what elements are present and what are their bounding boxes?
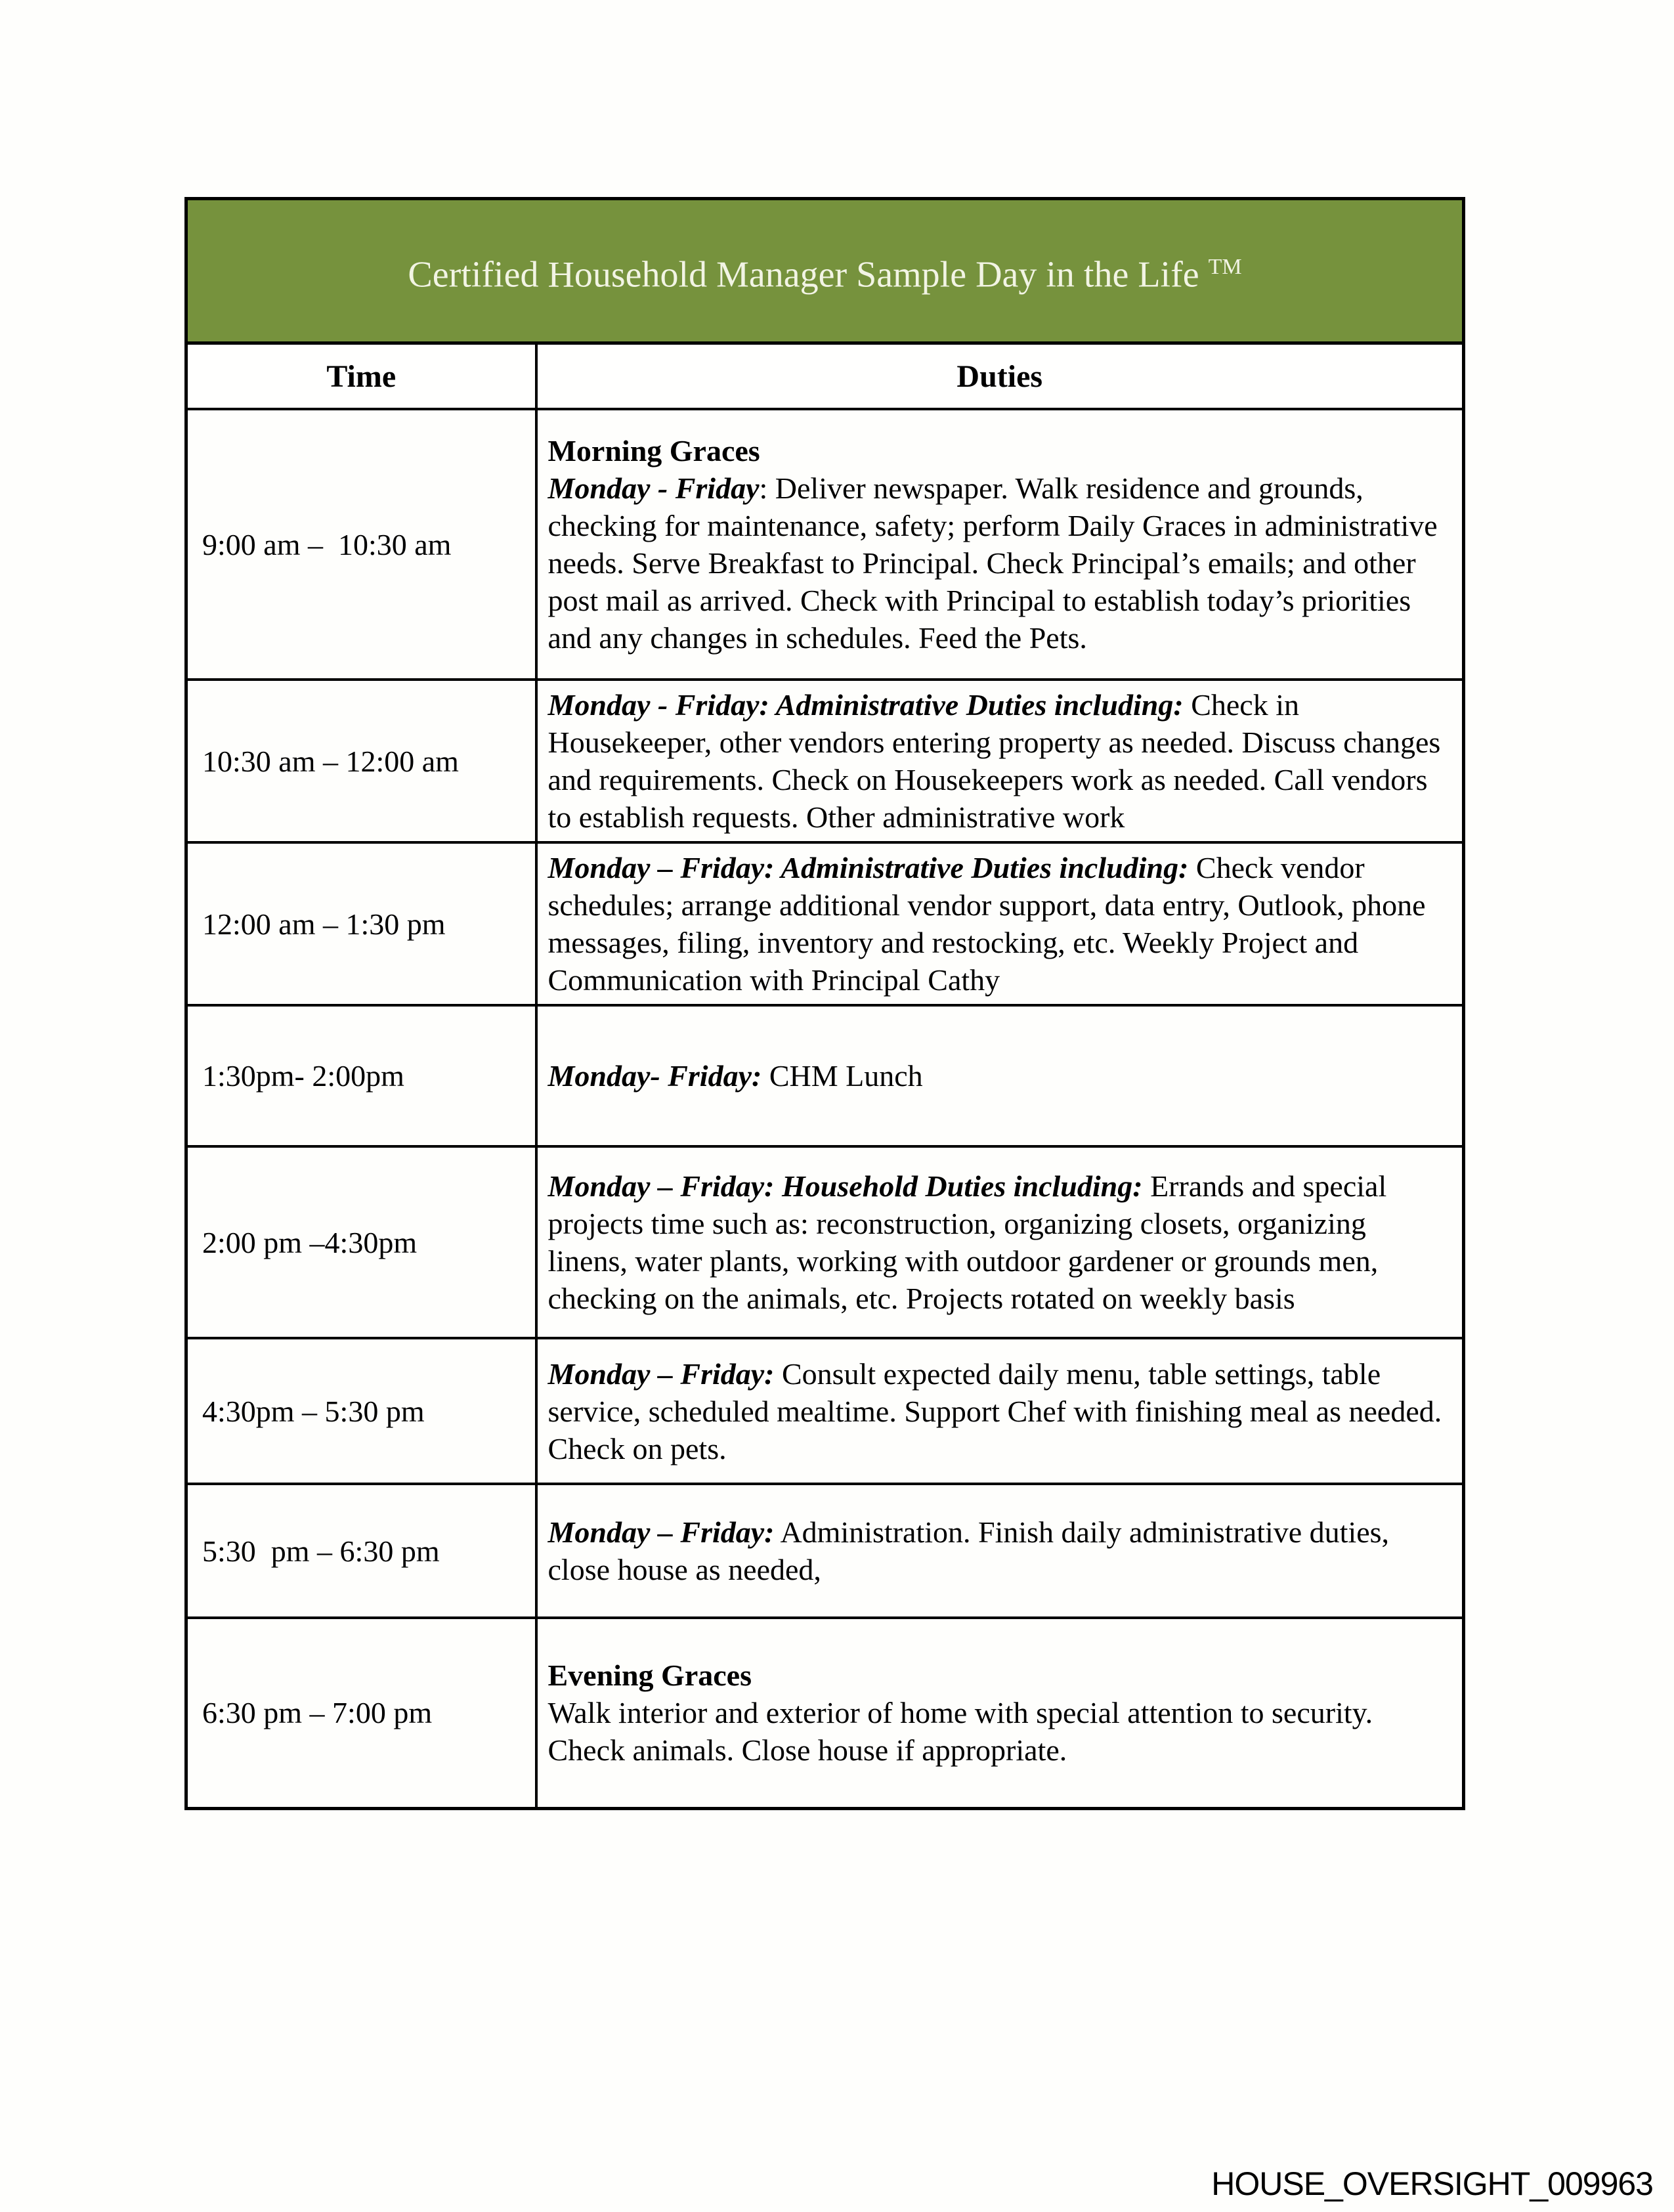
- duties-cell: [536, 1005, 1464, 1146]
- column-header-duties: Duties: [536, 343, 1464, 410]
- duty-segment: Walk interior and exterior of home with special attention to security. Check animals. Close house if appropriate.: [547, 1696, 1373, 1767]
- duties-cell: [536, 1338, 1464, 1484]
- table-header-row: [186, 343, 1464, 410]
- duty-line: [548, 686, 1448, 836]
- time-cell: 1:30pm- 2:00pm: [186, 1005, 536, 1146]
- time-cell: 12:00 am – 1:30 pm: [186, 842, 536, 1005]
- duty-segment: Consult expected daily menu, table settings, table service, scheduled mealtime. Support Chef with finishing meal as needed. Check on pets.: [547, 1356, 1442, 1465]
- duty-segment: CHM Lunch: [762, 1059, 923, 1093]
- time-cell: 6:30 pm – 7:00 pm: [186, 1618, 536, 1808]
- duty-line: [548, 432, 1448, 469]
- document-table: [184, 197, 1465, 1810]
- duties-cell: [536, 1618, 1464, 1808]
- table-body: [186, 409, 1464, 1808]
- table-row: [186, 842, 1464, 1005]
- table-row: [186, 680, 1464, 842]
- duty-line: [548, 1057, 1448, 1095]
- trademark-symbol: TM: [1208, 254, 1242, 279]
- duty-segment: Check in Housekeeper, other vendors entering property as needed. Discuss changes and requirements. Check on Housekeepers work as needed. Call vendors to establish requests. Other administrative work: [547, 688, 1441, 834]
- duties-cell: [536, 1146, 1464, 1338]
- duties-cell: [536, 409, 1464, 680]
- duty-segment: Monday- Friday:: [547, 1059, 762, 1093]
- table-row: [186, 1005, 1464, 1146]
- duty-line: [548, 1355, 1448, 1467]
- duty-segment: Monday - Friday: Administrative Duties including:: [547, 688, 1184, 722]
- duty-segment: Monday – Friday: Household Duties including:: [547, 1169, 1143, 1203]
- duty-line: [548, 1513, 1448, 1588]
- table-title-cell: [186, 199, 1464, 343]
- duty-segment: Morning Graces: [547, 434, 760, 467]
- duty-segment: Errands and special projects time such as: reconstruction, organizing closets, organizing linens, water plants, working with outdoor gardener or grounds men, checking on the animals, etc. Projects rotated on weekly basis: [547, 1169, 1387, 1315]
- duty-line: [548, 1167, 1448, 1317]
- duty-segment: Monday – Friday: Administrative Duties including:: [547, 851, 1189, 884]
- duty-segment: Monday – Friday:: [547, 1356, 775, 1391]
- table-row: [186, 1618, 1464, 1808]
- duty-line: [548, 469, 1448, 657]
- duty-segment: Administration. Finish daily administrative duties, close house as needed,: [547, 1515, 1390, 1586]
- duty-line: [548, 849, 1448, 999]
- time-cell: 9:00 am – 10:30 am: [186, 409, 536, 680]
- duties-cell: [536, 680, 1464, 842]
- duty-segment: Monday - Friday: [547, 471, 760, 505]
- bates-number: HOUSE_OVERSIGHT_009963: [1211, 2165, 1653, 2202]
- table-row: [186, 409, 1464, 680]
- table-row: [186, 1484, 1464, 1618]
- duty-segment: Monday – Friday:: [547, 1515, 775, 1549]
- duties-cell: [536, 1484, 1464, 1618]
- duty-segment: : Deliver newspaper. Walk residence and grounds, checking for maintenance, safety; perform Daily Graces in administrative needs. Serve Breakfast to Principal. Check Principal’s emails; and other post mail as arrived. Check with Principal to establish today’s priorities and any changes in schedules. Feed the Pets.: [547, 471, 1438, 655]
- table-row: [186, 1146, 1464, 1338]
- column-header-time: Time: [186, 343, 536, 410]
- table-title-bar: [186, 199, 1464, 343]
- page-title: Certified Household Manager Sample Day in the Life: [408, 254, 1199, 295]
- time-cell: 5:30 pm – 6:30 pm: [186, 1484, 536, 1618]
- duties-cell: [536, 842, 1464, 1005]
- table-row: [186, 1338, 1464, 1484]
- duty-line: [548, 1694, 1448, 1769]
- duty-segment: Check vendor schedules; arrange additional vendor support, data entry, Outlook, phone messages, filing, inventory and restocking, etc. Weekly Project and Communication with Principal Cathy: [547, 851, 1426, 997]
- time-cell: 4:30pm – 5:30 pm: [186, 1338, 536, 1484]
- duty-segment: Evening Graces: [547, 1659, 752, 1693]
- time-cell: 10:30 am – 12:00 am: [186, 680, 536, 842]
- duty-line: [548, 1657, 1448, 1694]
- time-cell: 2:00 pm –4:30pm: [186, 1146, 536, 1338]
